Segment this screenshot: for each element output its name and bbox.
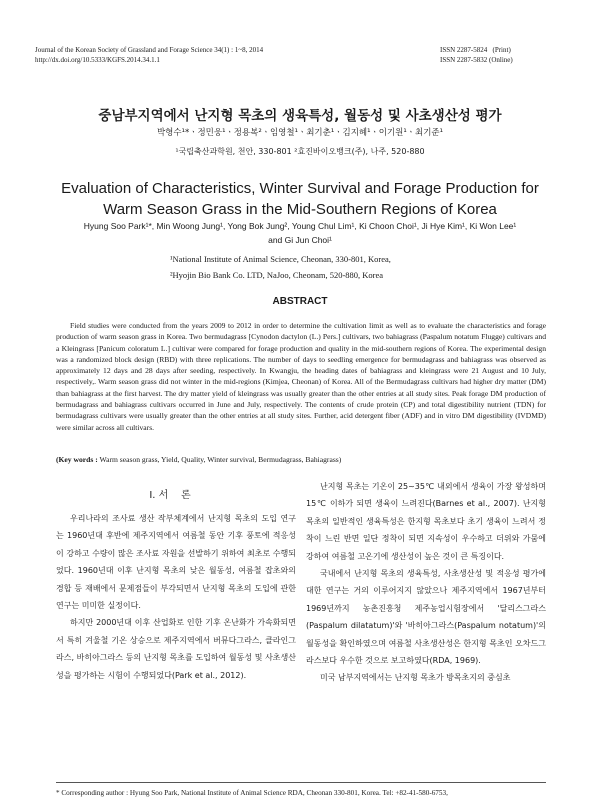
section-heading-introduction: Ⅰ. 서 론 xyxy=(149,490,191,501)
doi-link[interactable]: http://dx.doi.org/10.5333/KGFS.2014.34.1.1 xyxy=(35,56,160,64)
paragraph: 하지만 2000년대 이후 산업화로 인한 기후 온난화가 가속화되면서 특히 겨울철 기온 상승으로 제주지역에서 버뮤다그라스, 클라인그라스, 바히아그라스 등의 난지형 목초를 도입하여 월동성 및 사초생산성을 평가하는 시험이 수행되었다(Park et al., 2012). xyxy=(56,618,296,680)
english-title-line2: Warm Season Grass in the Mid-Southern Regions of Korea xyxy=(103,201,497,218)
abstract-heading: ABSTRACT xyxy=(272,296,328,307)
paragraph: 미국 남부지역에서는 난지형 목초가 방목초지의 중심초 xyxy=(320,673,511,683)
footnote-line1: * Corresponding author : Hyung Soo Park, National Institute of Animal Science RDA, Cheonan 330-801, Korea. Tel: +82-41-580-6753, xyxy=(56,789,448,797)
right-column xyxy=(306,478,546,687)
english-authors xyxy=(40,219,560,247)
english-authors-line2: and Gi Jun Choi¹ xyxy=(268,235,332,245)
english-title xyxy=(40,178,560,220)
paragraph: 국내에서 난지형 목초의 생육특성, 사초생산성 및 적응성 평가에 대한 연구는 거의 이루어지지 않았으나 제주지역에서 1967년부터 1969년까지 농촌진흥청 제주농업시험장에서 '달리스그라스(Paspalum dilatatum)'와 '바히아그라스(Paspalum notatum)'의 월동성을 확인하였으며 여름철 사초생산성은 한지형 목초인 오차드그라스보다 우수한 것으로 보고하였다(RDA, 1969). xyxy=(306,569,546,666)
corresponding-author-footnote xyxy=(56,788,546,798)
issn-block xyxy=(440,45,513,65)
affiliation-line2: ²Hyojin Bio Bank Co. LTD, NaJoo, Cheonam, 520-880, Korea xyxy=(170,270,384,280)
footnote-divider xyxy=(56,782,546,783)
issn-online: ISSN 2287-5832 (Online) xyxy=(440,56,513,64)
keywords xyxy=(56,454,546,465)
keywords-label: (Key words : xyxy=(56,455,98,464)
journal-citation: Journal of the Korean Society of Grassland and Forage Science 34(1) : 1~8, 2014 xyxy=(35,46,264,54)
korean-title: 중남부지역에서 난지형 목초의 생육특성, 월동성 및 사초생산성 평가 xyxy=(98,108,502,124)
korean-affiliation: ¹국립축산과학원, 천안, 330-801 ²효진바이오뱅크(주), 나주, 520-880 xyxy=(175,147,425,156)
journal-header xyxy=(35,45,263,65)
left-column xyxy=(56,510,296,684)
paragraph: 우리나라의 조사료 생산 작부체계에서 난지형 목초의 도입 연구는 1960년대 후반에 제주지역에서 여름철 동안 기후 풍토에 적응성이 강하고 수량이 많은 조사료 자원을 선발하기 위하여 최초로 수행되었다. 1960년대 이후 난지형 목초의 낮은 월동성, 여름철 잡초와의 경합 등 재배에서 문제점들이 부각되면서 난지형 목초의 도입에 관한 연구는 미미한 실정이다. xyxy=(56,514,296,611)
keywords-list: Warm season grass, Yield, Quality, Winter survival, Bermudagrass, Bahiagrass) xyxy=(97,455,342,464)
korean-authors: 박형수¹*ㆍ정민웅¹ㆍ정용복²ㆍ임영철¹ㆍ최기춘¹ㆍ김지혜¹ㆍ이기원¹ㆍ최기준¹ xyxy=(156,128,444,138)
affiliation-line1: ¹National Institute of Animal Science, Cheonan, 330-801, Korea, xyxy=(170,254,391,264)
abstract-text: Field studies were conducted from the years 2009 to 2012 in order to determine the cultivation limit as well as to evaluate the characteristics and forage production of warm season grass in Korea. Two bermudagrass [Cynodon dactylon (L.) Pers.] cultivars, two bahiagrass (Paspalum notatum Flugge) cultivars and a Kleingrass [Panicum coloratum L.] cultivar were compared for forage production and quality in the mid-southern regions of Korea. The experimental design was a randomized block design (RBD) with three replications. The number of days to seedling emergence for bermudagrass and bahiagrass was observed as approximately 12 days and 28 days after seeding, respectively. In Kwangju, the heading dates of bahiagrass and kleingrass were 21 August and 10 July, respectively,. Warm season grass did not winter in the mid-regions (Kimjea, Cheonan) of Korea. All of the Bermudagrass cultivars had higher dry matter (DM) than bahiagrass at the first harvest. The dry matter yield of kleingrass was usually greater than the other entries at all study sites. Peak forage DM production of bermudagrass and bahiagrass cultivars occurred in June and July, respectively. The contents of crude protein (CP) and total digestibility nutrient (TDN) for bermudagrass cultivars were usually greater than the other entries at all study sites. Further, acid detergent fiber (ADF) and in vitro DM digestibility (IVDMD) were similar across all cultivars. xyxy=(56,321,546,432)
issn-print: ISSN 2287-5824 (Print) xyxy=(440,46,511,54)
english-authors-line1: Hyung Soo Park¹*, Min Woong Jung¹, Yong Bok Jung², Young Chul Lim¹, Ki Choon Choi¹, Ji Hye Kim¹, Ki Won Lee¹ xyxy=(83,221,517,231)
english-title-line1: Evaluation of Characteristics, Winter Survival and Forage Production for xyxy=(61,180,539,197)
paragraph: 난지형 목초는 기온이 25~35℃ 내외에서 생육이 가장 왕성하며 15℃ 이하가 되면 생육이 느려진다(Barnes et al., 2007). 난지형 목초의 일반적인 생육특성은 한지형 목초보다 초기 생육이 느려서 정착이 느린 반면 일단 정착이 되면 지속성이 우수하고 더위와 가뭄에 강하여 여름철 고온기에 생산성이 높은 것이 큰 특징이다. xyxy=(306,482,546,561)
english-affiliation xyxy=(170,251,470,283)
